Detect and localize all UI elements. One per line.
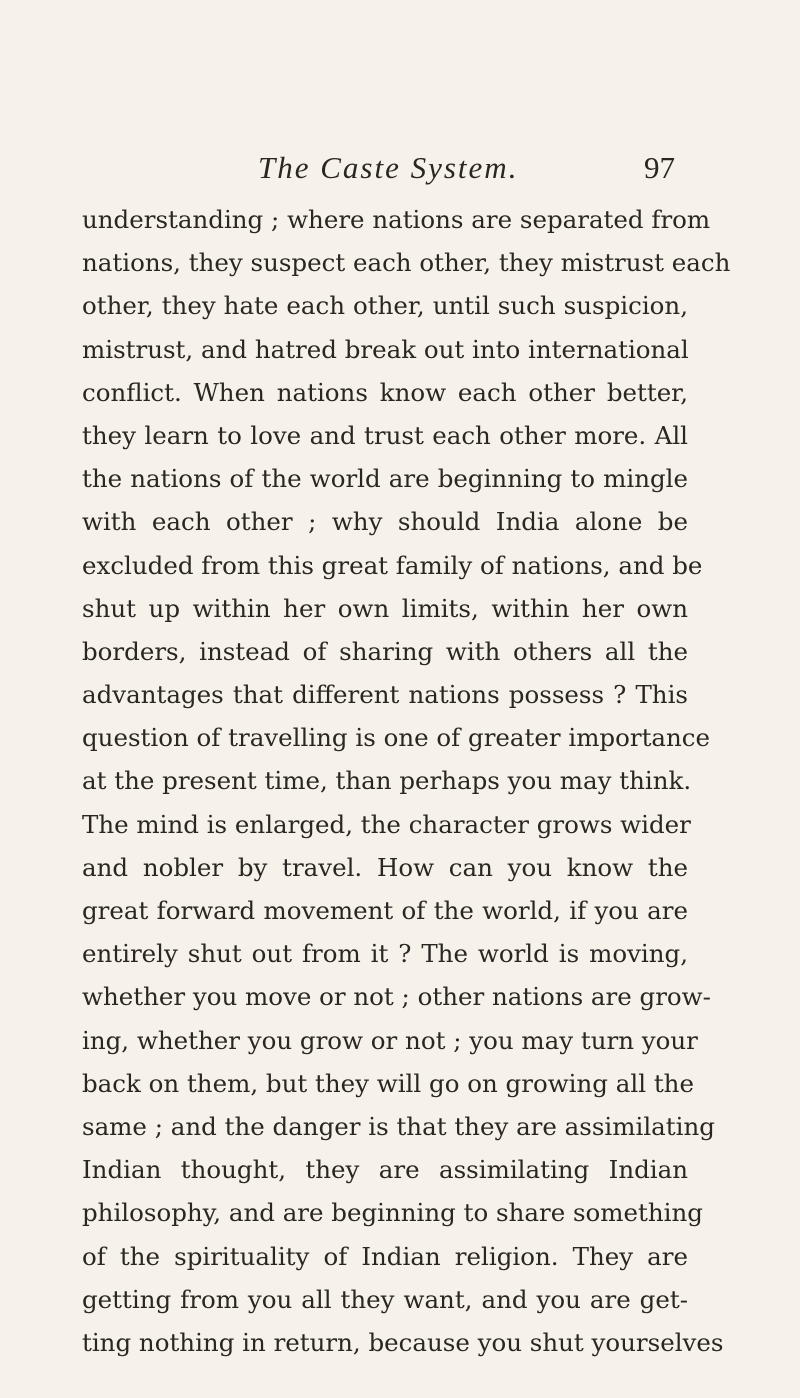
text-line: understanding ; where nations are separated from (82, 205, 711, 234)
text-line: whether you move or not ; other nations are grow- (82, 982, 711, 1012)
text-line: ting nothing in return, because you shut yourselves (82, 1327, 724, 1357)
text-line: The mind is enlarged, the character grows wider (82, 809, 691, 839)
body-text (82, 198, 731, 1364)
text-line: mistrust, and hatred break out into international (82, 334, 689, 364)
text-line: excluded from this great family of nations, and be (82, 550, 703, 580)
text-line: they learn to love and trust each other more. All (82, 420, 688, 450)
text-line: Indian thought, they are assimilating Indian (82, 1155, 688, 1185)
text-line: great forward movement of the world, if you are (82, 896, 688, 925)
page-number: 97 (644, 150, 675, 185)
text-line: nations, they suspect each other, they mistrust each (82, 248, 731, 278)
text-line: borders, instead of sharing with others all the (82, 636, 688, 666)
text-line: back on them, but they will go on growing all the (82, 1068, 694, 1098)
text-line: question of travelling is one of greater importance (82, 723, 711, 753)
text-line: advantages that different nations possess ? This (82, 680, 688, 710)
text-line: conflict. When nations know each other better, (82, 377, 688, 407)
running-head (0, 150, 800, 194)
text-line: entirely shut out from it ? The world is moving, (82, 939, 688, 969)
running-title: The Caste System. (258, 150, 519, 185)
text-line: and nobler by travel. How can you know the (82, 852, 688, 882)
text-line: philosophy, and are beginning to share something (82, 1198, 703, 1228)
text-line: getting from you all they want, and you are get- (82, 1284, 688, 1314)
text-line: of the spirituality of Indian religion. They are (82, 1241, 688, 1271)
text-line: other, they hate each other, until such suspicion, (82, 291, 688, 321)
text-line: same ; and the danger is that they are assimilating (82, 1111, 715, 1141)
text-line: the nations of the world are beginning to mingle (82, 464, 688, 494)
text-line: with each other ; why should India alone be (82, 507, 688, 537)
text-line: at the present time, than perhaps you may think. (82, 766, 692, 796)
text-line: shut up within her own limits, within her own (82, 593, 688, 623)
text-line: ing, whether you grow or not ; you may turn your (82, 1025, 698, 1055)
